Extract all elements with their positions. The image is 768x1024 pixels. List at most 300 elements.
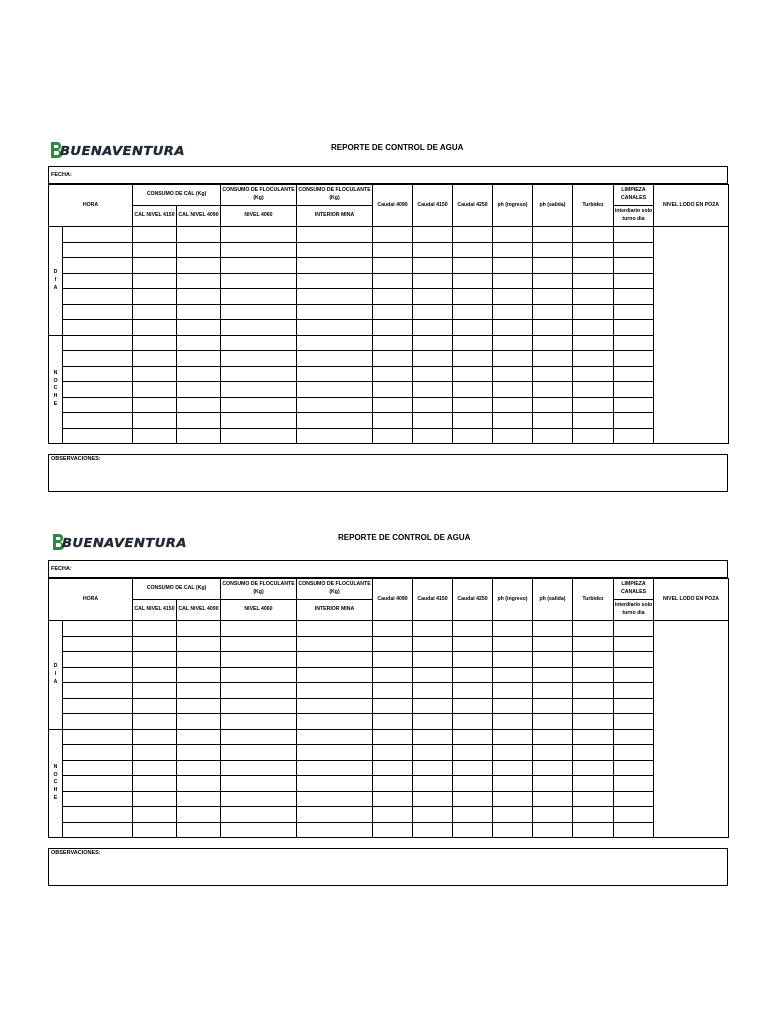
table-cell[interactable]: [297, 320, 373, 336]
table-cell[interactable]: [533, 745, 573, 761]
table-cell[interactable]: [221, 729, 297, 745]
table-cell[interactable]: [221, 366, 297, 382]
table-cell[interactable]: [614, 683, 654, 699]
table-cell[interactable]: [177, 413, 221, 429]
table-cell[interactable]: [221, 304, 297, 320]
table-cell[interactable]: [573, 382, 614, 398]
nivel-lodo-cell[interactable]: [654, 227, 729, 444]
table-cell[interactable]: [533, 289, 573, 305]
table-cell[interactable]: [573, 714, 614, 730]
table-cell[interactable]: [493, 351, 533, 367]
table-cell[interactable]: [573, 366, 614, 382]
fecha-field[interactable]: [48, 166, 728, 184]
table-cell[interactable]: [373, 413, 413, 429]
table-cell[interactable]: [413, 242, 453, 258]
table-cell[interactable]: [177, 428, 221, 444]
table-cell[interactable]: [413, 698, 453, 714]
table-cell[interactable]: [614, 242, 654, 258]
nivel-lodo-cell[interactable]: [654, 621, 729, 838]
table-cell[interactable]: [297, 729, 373, 745]
table-cell[interactable]: [63, 289, 133, 305]
table-cell[interactable]: [614, 304, 654, 320]
table-cell[interactable]: [221, 683, 297, 699]
table-cell[interactable]: [373, 397, 413, 413]
table-cell[interactable]: [177, 273, 221, 289]
table-cell[interactable]: [493, 242, 533, 258]
table-cell[interactable]: [221, 320, 297, 336]
table-cell[interactable]: [373, 335, 413, 351]
table-cell[interactable]: [533, 807, 573, 823]
table-cell[interactable]: [493, 413, 533, 429]
table-cell[interactable]: [63, 683, 133, 699]
table-cell[interactable]: [453, 807, 493, 823]
table-cell[interactable]: [373, 698, 413, 714]
table-cell[interactable]: [133, 289, 177, 305]
table-cell[interactable]: [453, 351, 493, 367]
table-cell[interactable]: [533, 652, 573, 668]
table-cell[interactable]: [493, 258, 533, 274]
table-cell[interactable]: [373, 760, 413, 776]
table-cell[interactable]: [177, 258, 221, 274]
table-cell[interactable]: [177, 289, 221, 305]
table-cell[interactable]: [453, 227, 493, 243]
table-cell[interactable]: [573, 683, 614, 699]
table-cell[interactable]: [533, 822, 573, 838]
table-cell[interactable]: [493, 428, 533, 444]
fecha-field[interactable]: [48, 560, 728, 578]
table-cell[interactable]: [177, 335, 221, 351]
table-cell[interactable]: [573, 304, 614, 320]
table-cell[interactable]: [177, 822, 221, 838]
table-cell[interactable]: [573, 745, 614, 761]
table-cell[interactable]: [493, 745, 533, 761]
table-cell[interactable]: [133, 760, 177, 776]
table-cell[interactable]: [373, 729, 413, 745]
table-cell[interactable]: [63, 242, 133, 258]
table-cell[interactable]: [373, 382, 413, 398]
table-cell[interactable]: [63, 729, 133, 745]
table-cell[interactable]: [413, 320, 453, 336]
table-cell[interactable]: [177, 714, 221, 730]
table-cell[interactable]: [573, 351, 614, 367]
table-cell[interactable]: [221, 273, 297, 289]
table-cell[interactable]: [297, 807, 373, 823]
table-cell[interactable]: [413, 714, 453, 730]
table-cell[interactable]: [413, 807, 453, 823]
table-cell[interactable]: [533, 714, 573, 730]
table-cell[interactable]: [297, 273, 373, 289]
table-cell[interactable]: [63, 366, 133, 382]
table-cell[interactable]: [63, 776, 133, 792]
table-cell[interactable]: [573, 273, 614, 289]
table-cell[interactable]: [533, 366, 573, 382]
table-cell[interactable]: [413, 667, 453, 683]
table-cell[interactable]: [133, 745, 177, 761]
table-cell[interactable]: [573, 822, 614, 838]
table-cell[interactable]: [63, 807, 133, 823]
table-cell[interactable]: [533, 776, 573, 792]
table-cell[interactable]: [297, 304, 373, 320]
table-cell[interactable]: [413, 822, 453, 838]
table-cell[interactable]: [453, 776, 493, 792]
table-cell[interactable]: [177, 351, 221, 367]
table-cell[interactable]: [133, 667, 177, 683]
table-cell[interactable]: [297, 351, 373, 367]
table-cell[interactable]: [133, 258, 177, 274]
table-cell[interactable]: [221, 636, 297, 652]
table-cell[interactable]: [177, 791, 221, 807]
table-cell[interactable]: [453, 822, 493, 838]
table-cell[interactable]: [413, 289, 453, 305]
table-cell[interactable]: [493, 304, 533, 320]
table-cell[interactable]: [373, 776, 413, 792]
table-cell[interactable]: [453, 652, 493, 668]
table-cell[interactable]: [373, 289, 413, 305]
table-cell[interactable]: [614, 791, 654, 807]
table-cell[interactable]: [297, 258, 373, 274]
table-cell[interactable]: [221, 335, 297, 351]
table-cell[interactable]: [133, 351, 177, 367]
table-cell[interactable]: [133, 807, 177, 823]
table-cell[interactable]: [177, 652, 221, 668]
table-cell[interactable]: [614, 273, 654, 289]
table-cell[interactable]: [177, 683, 221, 699]
table-cell[interactable]: [63, 428, 133, 444]
table-cell[interactable]: [133, 698, 177, 714]
table-cell[interactable]: [63, 320, 133, 336]
table-cell[interactable]: [413, 652, 453, 668]
table-cell[interactable]: [573, 413, 614, 429]
table-cell[interactable]: [573, 242, 614, 258]
table-cell[interactable]: [177, 760, 221, 776]
table-cell[interactable]: [573, 760, 614, 776]
table-cell[interactable]: [533, 428, 573, 444]
table-cell[interactable]: [133, 304, 177, 320]
table-cell[interactable]: [573, 335, 614, 351]
table-cell[interactable]: [373, 366, 413, 382]
table-cell[interactable]: [453, 320, 493, 336]
table-cell[interactable]: [373, 683, 413, 699]
table-cell[interactable]: [614, 745, 654, 761]
table-cell[interactable]: [221, 227, 297, 243]
table-cell[interactable]: [177, 242, 221, 258]
table-cell[interactable]: [221, 652, 297, 668]
table-cell[interactable]: [373, 667, 413, 683]
table-cell[interactable]: [573, 652, 614, 668]
table-cell[interactable]: [373, 304, 413, 320]
table-cell[interactable]: [533, 760, 573, 776]
table-cell[interactable]: [177, 636, 221, 652]
table-cell[interactable]: [133, 335, 177, 351]
table-cell[interactable]: [573, 791, 614, 807]
table-cell[interactable]: [373, 636, 413, 652]
table-cell[interactable]: [177, 227, 221, 243]
table-cell[interactable]: [63, 791, 133, 807]
table-cell[interactable]: [373, 227, 413, 243]
table-cell[interactable]: [413, 273, 453, 289]
table-cell[interactable]: [493, 273, 533, 289]
table-cell[interactable]: [493, 760, 533, 776]
table-cell[interactable]: [573, 227, 614, 243]
table-cell[interactable]: [297, 667, 373, 683]
table-cell[interactable]: [413, 258, 453, 274]
table-cell[interactable]: [493, 822, 533, 838]
table-cell[interactable]: [221, 258, 297, 274]
table-cell[interactable]: [493, 227, 533, 243]
table-cell[interactable]: [413, 413, 453, 429]
table-cell[interactable]: [373, 258, 413, 274]
table-cell[interactable]: [63, 745, 133, 761]
table-cell[interactable]: [221, 242, 297, 258]
table-cell[interactable]: [493, 289, 533, 305]
table-cell[interactable]: [614, 822, 654, 838]
table-cell[interactable]: [133, 413, 177, 429]
table-cell[interactable]: [297, 397, 373, 413]
table-cell[interactable]: [493, 667, 533, 683]
table-cell[interactable]: [614, 382, 654, 398]
table-cell[interactable]: [413, 760, 453, 776]
table-cell[interactable]: [373, 745, 413, 761]
table-cell[interactable]: [413, 366, 453, 382]
table-cell[interactable]: [413, 636, 453, 652]
table-cell[interactable]: [533, 667, 573, 683]
table-cell[interactable]: [133, 652, 177, 668]
table-cell[interactable]: [453, 397, 493, 413]
table-cell[interactable]: [493, 335, 533, 351]
table-cell[interactable]: [177, 621, 221, 637]
table-cell[interactable]: [297, 289, 373, 305]
table-cell[interactable]: [453, 636, 493, 652]
table-cell[interactable]: [573, 807, 614, 823]
table-cell[interactable]: [373, 320, 413, 336]
table-cell[interactable]: [221, 397, 297, 413]
table-cell[interactable]: [614, 289, 654, 305]
table-cell[interactable]: [221, 791, 297, 807]
table-cell[interactable]: [453, 304, 493, 320]
table-cell[interactable]: [533, 242, 573, 258]
table-cell[interactable]: [133, 729, 177, 745]
table-cell[interactable]: [493, 698, 533, 714]
table-cell[interactable]: [297, 760, 373, 776]
table-cell[interactable]: [63, 667, 133, 683]
table-cell[interactable]: [493, 366, 533, 382]
table-cell[interactable]: [297, 714, 373, 730]
table-cell[interactable]: [297, 698, 373, 714]
table-cell[interactable]: [573, 667, 614, 683]
table-cell[interactable]: [614, 428, 654, 444]
table-cell[interactable]: [614, 652, 654, 668]
table-cell[interactable]: [297, 652, 373, 668]
table-cell[interactable]: [63, 822, 133, 838]
table-cell[interactable]: [533, 791, 573, 807]
table-cell[interactable]: [614, 636, 654, 652]
table-cell[interactable]: [297, 636, 373, 652]
table-cell[interactable]: [413, 729, 453, 745]
table-cell[interactable]: [413, 351, 453, 367]
table-cell[interactable]: [614, 258, 654, 274]
table-cell[interactable]: [63, 304, 133, 320]
table-cell[interactable]: [493, 621, 533, 637]
table-cell[interactable]: [493, 397, 533, 413]
table-cell[interactable]: [133, 822, 177, 838]
table-cell[interactable]: [133, 621, 177, 637]
table-cell[interactable]: [453, 683, 493, 699]
table-cell[interactable]: [221, 413, 297, 429]
table-cell[interactable]: [63, 652, 133, 668]
table-cell[interactable]: [453, 428, 493, 444]
table-cell[interactable]: [413, 621, 453, 637]
table-cell[interactable]: [221, 776, 297, 792]
table-cell[interactable]: [177, 382, 221, 398]
table-cell[interactable]: [614, 335, 654, 351]
table-cell[interactable]: [614, 227, 654, 243]
table-cell[interactable]: [63, 273, 133, 289]
table-cell[interactable]: [413, 745, 453, 761]
table-cell[interactable]: [413, 428, 453, 444]
table-cell[interactable]: [573, 289, 614, 305]
table-cell[interactable]: [133, 273, 177, 289]
table-cell[interactable]: [63, 335, 133, 351]
table-cell[interactable]: [133, 428, 177, 444]
table-cell[interactable]: [177, 807, 221, 823]
table-cell[interactable]: [63, 227, 133, 243]
table-cell[interactable]: [373, 273, 413, 289]
table-cell[interactable]: [493, 636, 533, 652]
table-cell[interactable]: [133, 636, 177, 652]
table-cell[interactable]: [133, 776, 177, 792]
table-cell[interactable]: [297, 791, 373, 807]
table-cell[interactable]: [373, 621, 413, 637]
table-cell[interactable]: [533, 227, 573, 243]
table-cell[interactable]: [614, 397, 654, 413]
table-cell[interactable]: [493, 791, 533, 807]
table-cell[interactable]: [63, 413, 133, 429]
table-cell[interactable]: [177, 729, 221, 745]
table-cell[interactable]: [133, 366, 177, 382]
table-cell[interactable]: [453, 714, 493, 730]
table-cell[interactable]: [614, 351, 654, 367]
table-cell[interactable]: [614, 729, 654, 745]
table-cell[interactable]: [493, 683, 533, 699]
table-cell[interactable]: [493, 776, 533, 792]
table-cell[interactable]: [533, 351, 573, 367]
table-cell[interactable]: [297, 366, 373, 382]
table-cell[interactable]: [413, 335, 453, 351]
table-cell[interactable]: [453, 729, 493, 745]
table-cell[interactable]: [373, 791, 413, 807]
table-cell[interactable]: [177, 397, 221, 413]
table-cell[interactable]: [297, 227, 373, 243]
observaciones-field[interactable]: [48, 454, 728, 492]
table-cell[interactable]: [573, 621, 614, 637]
table-cell[interactable]: [221, 667, 297, 683]
table-cell[interactable]: [221, 621, 297, 637]
table-cell[interactable]: [297, 745, 373, 761]
table-cell[interactable]: [453, 745, 493, 761]
table-cell[interactable]: [573, 397, 614, 413]
table-cell[interactable]: [373, 428, 413, 444]
table-cell[interactable]: [453, 698, 493, 714]
table-cell[interactable]: [453, 273, 493, 289]
table-cell[interactable]: [533, 397, 573, 413]
table-cell[interactable]: [221, 714, 297, 730]
table-cell[interactable]: [573, 636, 614, 652]
table-cell[interactable]: [177, 667, 221, 683]
table-cell[interactable]: [453, 760, 493, 776]
table-cell[interactable]: [297, 621, 373, 637]
table-cell[interactable]: [493, 652, 533, 668]
table-cell[interactable]: [177, 366, 221, 382]
table-cell[interactable]: [453, 258, 493, 274]
table-cell[interactable]: [493, 807, 533, 823]
table-cell[interactable]: [297, 242, 373, 258]
table-cell[interactable]: [297, 822, 373, 838]
table-cell[interactable]: [373, 652, 413, 668]
table-cell[interactable]: [413, 382, 453, 398]
table-cell[interactable]: [533, 320, 573, 336]
table-cell[interactable]: [221, 351, 297, 367]
table-cell[interactable]: [573, 320, 614, 336]
table-cell[interactable]: [493, 714, 533, 730]
table-cell[interactable]: [573, 776, 614, 792]
table-cell[interactable]: [133, 683, 177, 699]
table-cell[interactable]: [573, 729, 614, 745]
table-cell[interactable]: [373, 351, 413, 367]
table-cell[interactable]: [453, 242, 493, 258]
table-cell[interactable]: [614, 621, 654, 637]
table-cell[interactable]: [133, 242, 177, 258]
table-cell[interactable]: [297, 776, 373, 792]
table-cell[interactable]: [133, 791, 177, 807]
table-cell[interactable]: [221, 822, 297, 838]
table-cell[interactable]: [133, 714, 177, 730]
table-cell[interactable]: [573, 698, 614, 714]
table-cell[interactable]: [453, 413, 493, 429]
table-cell[interactable]: [453, 366, 493, 382]
table-cell[interactable]: [614, 698, 654, 714]
table-cell[interactable]: [614, 776, 654, 792]
table-cell[interactable]: [221, 760, 297, 776]
table-cell[interactable]: [493, 382, 533, 398]
table-cell[interactable]: [533, 729, 573, 745]
table-cell[interactable]: [177, 776, 221, 792]
table-cell[interactable]: [373, 822, 413, 838]
table-cell[interactable]: [133, 320, 177, 336]
table-cell[interactable]: [177, 304, 221, 320]
table-cell[interactable]: [63, 351, 133, 367]
table-cell[interactable]: [63, 760, 133, 776]
table-cell[interactable]: [614, 760, 654, 776]
table-cell[interactable]: [297, 382, 373, 398]
table-cell[interactable]: [533, 304, 573, 320]
table-cell[interactable]: [453, 382, 493, 398]
table-cell[interactable]: [533, 698, 573, 714]
table-cell[interactable]: [614, 320, 654, 336]
table-cell[interactable]: [133, 227, 177, 243]
table-cell[interactable]: [221, 698, 297, 714]
table-cell[interactable]: [63, 636, 133, 652]
table-cell[interactable]: [221, 382, 297, 398]
table-cell[interactable]: [614, 714, 654, 730]
table-cell[interactable]: [453, 791, 493, 807]
table-cell[interactable]: [453, 289, 493, 305]
table-cell[interactable]: [413, 397, 453, 413]
table-cell[interactable]: [533, 683, 573, 699]
table-cell[interactable]: [413, 791, 453, 807]
table-cell[interactable]: [413, 683, 453, 699]
table-cell[interactable]: [133, 382, 177, 398]
table-cell[interactable]: [63, 714, 133, 730]
